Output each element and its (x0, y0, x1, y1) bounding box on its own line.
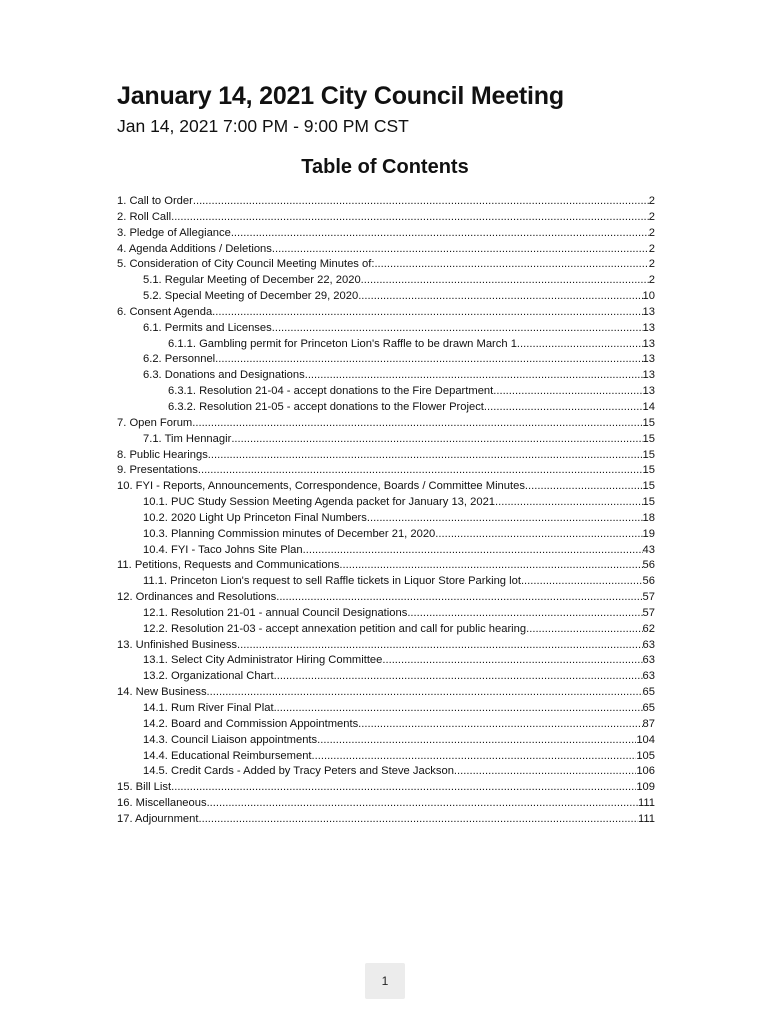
toc-entry-page: 15 (642, 496, 655, 509)
toc-entry[interactable] (117, 479, 655, 495)
dot-leader (207, 685, 643, 701)
toc-entry-title: 6.1.1. Gambling permit for Princeton Lion's Raffle to be drawn March 1 (168, 337, 517, 350)
toc-entry-page: 15 (642, 448, 655, 461)
dot-leader (374, 257, 648, 273)
toc-entry-page: 62 (642, 622, 655, 635)
toc-entry-title: 5. Consideration of City Council Meeting Minutes of: (117, 258, 375, 271)
toc-entry-page: 87 (642, 717, 655, 730)
toc-entry-title: 7.1. Tim Hennagir (143, 432, 232, 445)
toc-entry-page: 13 (642, 353, 655, 366)
toc-entry-title: 6. Consent Agenda (117, 305, 213, 318)
toc-entry[interactable] (117, 638, 655, 654)
toc-entry-title: 9. Presentations (117, 464, 198, 477)
toc-entry-title: 14.4. Educational Reimbursement (143, 749, 312, 762)
meeting-date-time: Jan 14, 2021 7:00 PM - 9:00 PM CST (117, 116, 409, 136)
dot-leader (171, 780, 636, 796)
dot-leader (171, 210, 649, 226)
toc-entry[interactable] (117, 400, 655, 416)
toc-entry[interactable] (117, 701, 655, 717)
dot-leader (303, 543, 643, 559)
toc-entry[interactable] (117, 669, 655, 685)
page-number: 1 (365, 963, 405, 999)
toc-entry-title: 15. Bill List (117, 781, 172, 794)
toc-entry-page: 13 (642, 321, 655, 334)
dot-leader (231, 226, 649, 242)
dot-leader (361, 273, 649, 289)
toc-entry[interactable] (117, 733, 655, 749)
toc-entry-title: 10. FYI - Reports, Announcements, Correspondence, Boards / Committee Minutes (117, 480, 525, 493)
toc-entry-page: 15 (642, 464, 655, 477)
toc-entry-title: 6.3.2. Resolution 21-05 - accept donations to the Flower Project (168, 400, 484, 413)
dot-leader (274, 701, 643, 717)
dot-leader (198, 812, 638, 828)
toc-entry[interactable] (117, 384, 655, 400)
dot-leader (212, 305, 642, 321)
dot-leader (272, 242, 649, 258)
toc-entry-title: 1. Call to Order (117, 195, 193, 207)
document-title: January 14, 2021 City Council Meeting (117, 82, 564, 110)
toc-entry-page: 111 (637, 797, 655, 810)
toc-entry-title: 12.1. Resolution 21-01 - annual Council Designations (143, 606, 408, 619)
toc-entry-title: 10.4. FYI - Taco Johns Site Plan (143, 543, 303, 556)
toc-entry[interactable] (117, 463, 655, 479)
toc-entry-title: 6.3.1. Resolution 21-04 - accept donations to the Fire Department (168, 385, 494, 398)
dot-leader (231, 432, 642, 448)
toc-entry-title: 7. Open Forum (117, 416, 193, 429)
toc-entry[interactable] (117, 289, 655, 305)
toc-entry-page: 63 (642, 654, 655, 667)
dot-leader (367, 511, 643, 527)
toc-entry-title: 10.1. PUC Study Session Meeting Agenda packet for January 13, 2021 (143, 496, 496, 509)
dot-leader (435, 527, 642, 543)
toc-entry[interactable] (117, 527, 655, 543)
toc-entry-page: 63 (642, 638, 655, 651)
toc-entry-title: 6.3. Donations and Designations (143, 369, 305, 382)
dot-leader (339, 558, 642, 574)
toc-entry[interactable] (117, 321, 655, 337)
toc-entry-title: 14.1. Rum River Final Plat (143, 702, 274, 714)
toc-entry[interactable] (117, 305, 655, 321)
dot-leader (521, 574, 643, 590)
toc-entry[interactable] (117, 543, 655, 559)
dot-leader (193, 194, 649, 210)
toc-entry-title: 3. Pledge of Allegiance (117, 226, 231, 239)
toc-entry[interactable] (117, 606, 655, 622)
toc-entry-page: 2 (648, 226, 655, 239)
dot-leader (526, 622, 642, 638)
dot-leader (192, 416, 642, 432)
toc-entry-title: 2. Roll Call (117, 210, 172, 223)
toc-entry[interactable] (117, 210, 655, 226)
toc-entry-title: 12.2. Resolution 21-03 - accept annexation petition and call for public hearing (143, 622, 527, 635)
dot-leader (312, 749, 637, 765)
toc-entry[interactable] (117, 495, 655, 511)
toc-entry-title: 11.1. Princeton Lion's request to sell Raffle tickets in Liquor Store Parking lot (143, 575, 521, 588)
toc-entry[interactable] (117, 558, 655, 574)
toc-entry-page: 13 (642, 337, 655, 350)
toc-entry-page: 104 (636, 733, 655, 746)
toc-entry-title: 6.1. Permits and Licenses (143, 321, 272, 334)
toc-entry-page: 56 (642, 575, 655, 588)
toc-entry-page: 2 (648, 210, 655, 223)
dot-leader (274, 669, 643, 685)
toc-heading: Table of Contents (301, 156, 469, 178)
dot-leader (305, 368, 643, 384)
dot-leader (525, 479, 643, 495)
toc-entry-page: 63 (642, 670, 655, 683)
dot-leader (358, 717, 642, 733)
dot-leader (207, 796, 638, 812)
toc-entry[interactable] (117, 194, 655, 210)
dot-leader (493, 384, 642, 400)
toc-entry[interactable] (117, 352, 655, 368)
toc-entry[interactable] (117, 448, 655, 464)
dot-leader (484, 400, 643, 416)
toc-entry-title: 6.2. Personnel (143, 353, 216, 366)
toc-entry-page: 13 (642, 385, 655, 398)
toc-entry-page: 65 (642, 686, 655, 699)
toc-entry[interactable] (117, 717, 655, 733)
toc-entry-title: 10.2. 2020 Light Up Princeton Final Numbers (143, 511, 367, 524)
toc-entry-title: 5.1. Regular Meeting of December 22, 2020 (143, 274, 361, 287)
toc-entry-title: 14. New Business (117, 686, 207, 699)
table-of-contents (117, 194, 655, 828)
toc-entry-page: 56 (642, 559, 655, 572)
toc-entry-page: 109 (636, 781, 655, 794)
toc-entry[interactable] (117, 796, 655, 812)
toc-entry-page: 19 (642, 527, 655, 540)
toc-entry[interactable] (117, 511, 655, 527)
toc-entry[interactable] (117, 368, 655, 384)
toc-entry[interactable] (117, 653, 655, 669)
toc-entry[interactable] (117, 590, 655, 606)
dot-leader (276, 590, 642, 606)
toc-entry-page: 15 (642, 432, 655, 445)
toc-entry-title: 8. Public Hearings (117, 448, 208, 461)
toc-entry[interactable] (117, 574, 655, 590)
toc-entry[interactable] (117, 780, 655, 796)
toc-entry-page: 13 (642, 305, 655, 318)
dot-leader (495, 495, 643, 511)
toc-entry-page: 10 (642, 290, 655, 303)
dot-leader (382, 653, 642, 669)
toc-entry[interactable] (117, 257, 655, 273)
toc-entry[interactable] (117, 337, 655, 353)
toc-entry[interactable] (117, 764, 655, 780)
toc-entry[interactable] (117, 432, 655, 448)
toc-entry-page: 106 (636, 765, 655, 778)
dot-leader (198, 463, 643, 479)
toc-entry[interactable] (117, 749, 655, 765)
toc-entry-title: 14.5. Credit Cards - Added by Tracy Peters and Steve Jackson (143, 765, 454, 778)
dot-leader (517, 337, 643, 353)
toc-entry-page: 111 (637, 812, 655, 825)
toc-entry-title: 14.2. Board and Commission Appointments (143, 717, 359, 730)
toc-entry-page: 15 (642, 480, 655, 493)
dot-leader (208, 448, 643, 464)
toc-entry-title: 4. Agenda Additions / Deletions (117, 242, 272, 255)
toc-entry[interactable] (117, 273, 655, 289)
dot-leader (215, 352, 642, 368)
toc-entry-page: 57 (642, 591, 655, 604)
toc-entry[interactable] (117, 226, 655, 242)
dot-leader (317, 733, 636, 749)
toc-entry-page: 2 (648, 242, 655, 255)
toc-entry-page: 13 (642, 369, 655, 382)
toc-entry-page: 43 (642, 543, 655, 556)
dot-leader (454, 764, 636, 780)
toc-entry-title: 14.3. Council Liaison appointments (143, 733, 318, 746)
toc-entry-page: 2 (648, 258, 655, 271)
dot-leader (237, 638, 643, 654)
toc-entry-title: 13.2. Organizational Chart (143, 670, 274, 683)
toc-entry-page: 2 (648, 274, 655, 287)
toc-entry[interactable] (117, 685, 655, 701)
toc-entry[interactable] (117, 416, 655, 432)
toc-entry-title: 13.1. Select City Administrator Hiring Committee (143, 654, 383, 667)
toc-entry-title: 12. Ordinances and Resolutions (117, 591, 277, 604)
toc-entry-page: 65 (642, 702, 655, 714)
toc-entry-title: 13. Unfinished Business (117, 638, 238, 651)
dot-leader (358, 289, 642, 305)
toc-entry-title: 10.3. Planning Commission minutes of December 21, 2020 (143, 527, 436, 540)
toc-entry[interactable] (117, 622, 655, 638)
toc-entry-title: 17. Adjournment (117, 812, 199, 825)
toc-entry-page: 57 (642, 606, 655, 619)
dot-leader (272, 321, 643, 337)
toc-entry-page: 18 (642, 511, 655, 524)
toc-entry[interactable] (117, 812, 655, 828)
toc-entry-page: 15 (642, 416, 655, 429)
toc-entry[interactable] (117, 242, 655, 258)
toc-entry-title: 11. Petitions, Requests and Communications (117, 559, 340, 572)
toc-entry-title: 5.2. Special Meeting of December 29, 2020 (143, 290, 359, 303)
toc-entry-title: 16. Miscellaneous (117, 797, 207, 810)
toc-entry-page: 105 (636, 749, 655, 762)
toc-entry-page: 14 (642, 400, 655, 413)
dot-leader (407, 606, 642, 622)
toc-entry-page: 2 (648, 195, 655, 207)
